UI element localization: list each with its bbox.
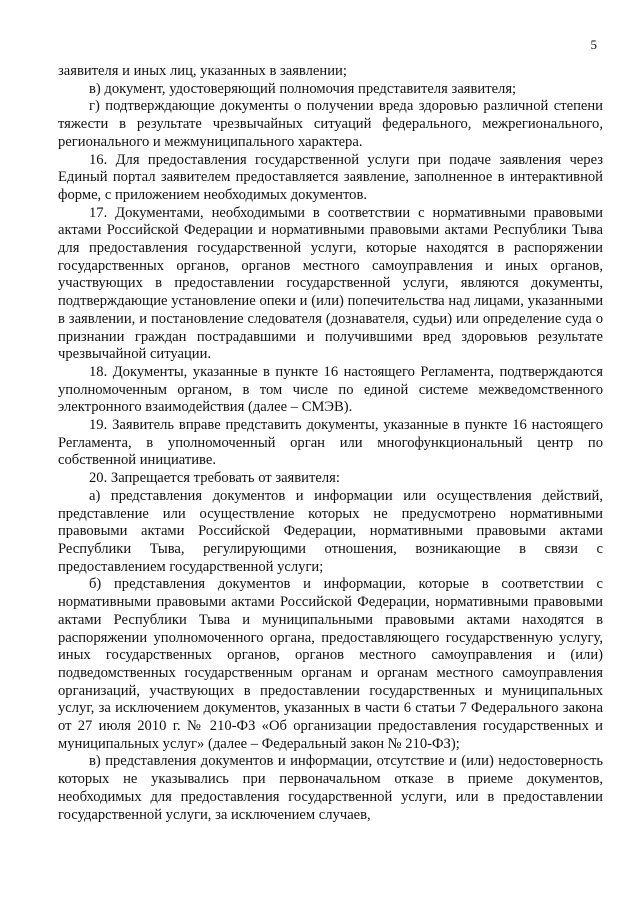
document-body xyxy=(58,63,603,824)
paragraph-20-v: в) представления документов и информации, отсутствие и (или) недостоверность которых не указывались при первоначальном отказе в приеме документов, необходимых для предоставления государственной услуги, или в предоставлении государственной услуги, за исключением случаев, xyxy=(58,753,603,823)
paragraph-17: 17. Документами, необходимыми в соответствии с нормативными правовыми актами Российской Федерации и нормативными правовыми актами Республики Тыва для предоставления государственной услуги, которые находятся в распоряжении государственных органов, органов местного самоуправления и иных органов, участвующих в предоставлении государственной услуги, являются документы, подтверждающие установление опеки и (или) попечительства над лицами, указанными в заявлении, и постановление следователя (дознавателя, судьи) или определение суда о признании граждан пострадавшими и получившими вред здоровьюв результате чрезвычайной ситуации. xyxy=(58,204,603,363)
paragraph-20-a: а) представления документов и информации или осуществления действий, представление или осуществление которых не предусмотрено нормативными правовыми актами Российской Федерации, нормативными правовыми актами Республики Тыва, регулирующими отношения, возникающие в связи с предоставлением государственной услуги; xyxy=(58,487,603,575)
page-number: 5 xyxy=(590,37,597,52)
paragraph-continuation: заявителя и иных лиц, указанных в заявлении; xyxy=(58,63,347,79)
paragraph-item-g: г) подтверждающие документы о получении вреда здоровью различной степени тяжести в результате чрезвычайных ситуаций федерального, межрегионального, регионального и межмуниципального характера. xyxy=(58,98,603,150)
paragraph-19: 19. Заявитель вправе представить документы, указанные в пункте 16 настоящего Регламента, в уполномоченный орган или многофункциональный центр по собственной инициативе. xyxy=(58,417,603,469)
paragraph-16: 16. Для предоставления государственной услуги при подаче заявления через Единый портал заявителем предоставляется заявление, заполненное в интерактивной форме, с приложением необходимых документов. xyxy=(58,151,603,203)
paragraph-18: 18. Документы, указанные в пункте 16 настоящего Регламента, подтверждаются уполномоченным органом, в том числе по единой системе межведомственного электронного взаимодействия (далее – СМЭВ). xyxy=(58,363,603,416)
paragraph-item-v: в) документ, удостоверяющий полномочия представителя заявителя; xyxy=(89,80,517,97)
paragraph-20: 20. Запрещается требовать от заявителя: xyxy=(89,470,340,487)
paragraph-20-b: б) представления документов и информации, которые в соответствии с нормативными правовыми актами Российской Федерации, нормативными правовыми актами Республики Тыва и муниципальными правовыми актами находятся в распоряжении уполномоченного органа, предоставляющего государственную услугу, иных государственных органов, органов местного самоуправления и (или) подведомственных государственным органам и органам местного самоуправления организаций, участвующих в предоставлении государственных и муниципальных услуг, за исключением документов, указанных в части 6 статьи 7 Федерального закона от 27 июля 2010 г. № 210-ФЗ «Об организации предоставления государственных и муниципальных услуг» (далее – Федеральный закон № 210-ФЗ); xyxy=(58,576,603,752)
